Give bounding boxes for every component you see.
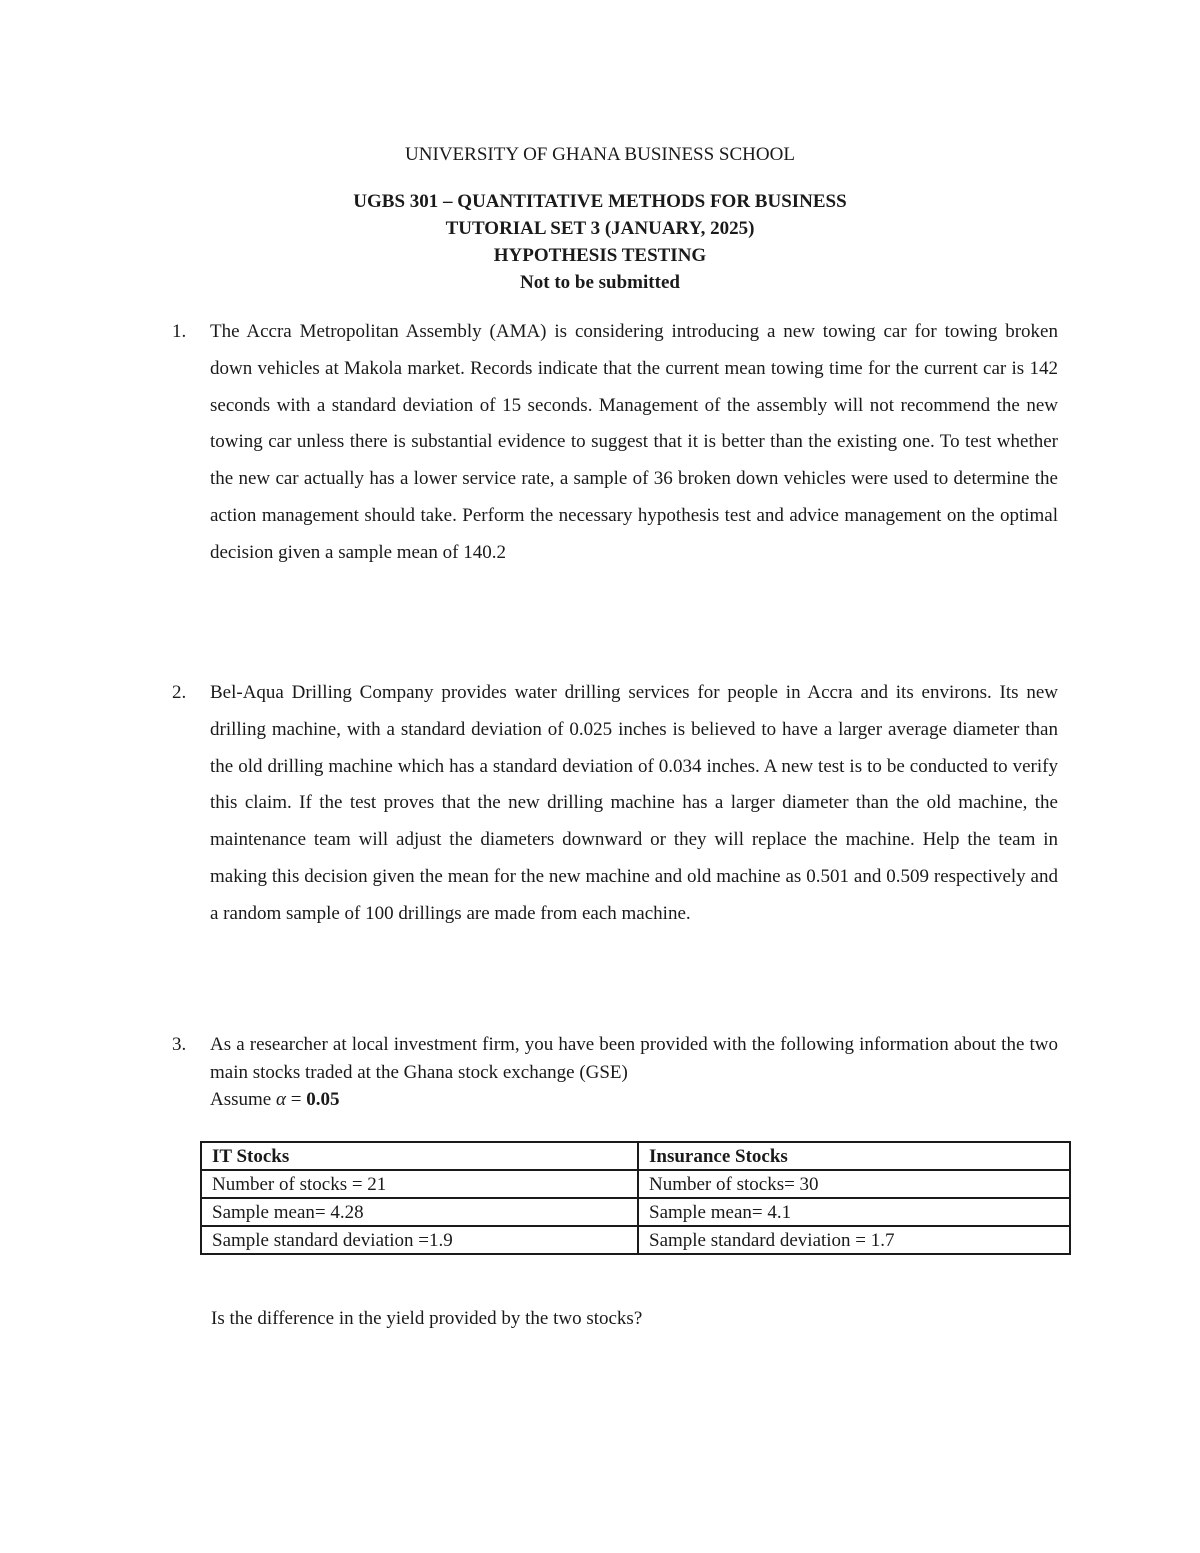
table-row	[201, 1198, 1070, 1226]
table-cell: Sample standard deviation = 1.7	[638, 1226, 1070, 1254]
topic-title: HYPOTHESIS TESTING	[493, 245, 707, 266]
course-title: UGBS 301 – QUANTITATIVE METHODS FOR BUSINESS	[353, 191, 847, 212]
alpha-value: 0.05	[306, 1089, 340, 1110]
question-number: 2.	[172, 682, 187, 703]
equals-sign: =	[290, 1089, 302, 1110]
table-cell: Number of stocks = 21	[201, 1170, 638, 1198]
table-cell: Sample mean= 4.28	[201, 1198, 638, 1226]
stocks-table	[200, 1141, 1071, 1255]
question-text: Bel-Aqua Drilling Company provides water drilling services for people in Accra and its environs. Its new drilling machine, with a standard deviation of 0.025 inches is believed to have a larger average diameter than the old drilling machine which has a standard deviation of 0.034 inches. A new test is to be conducted to verify this claim. If the test proves that the new drilling machine has a larger diameter than the old machine, the maintenance team will adjust the diameters downward or they will replace the machine. Help the team in making this decision given the mean for the new machine and old machine as 0.501 and 0.509 respectively and a random sample of 100 drillings are made from each machine.	[210, 682, 1058, 924]
table-cell: Sample standard deviation =1.9	[201, 1226, 638, 1254]
table-header-cell: Insurance Stocks	[638, 1142, 1070, 1170]
question-number: 1.	[172, 321, 187, 342]
institution-title: UNIVERSITY OF GHANA BUSINESS SCHOOL	[405, 144, 795, 165]
table-cell: Number of stocks= 30	[638, 1170, 1070, 1198]
question-text: The Accra Metropolitan Assembly (AMA) is considering introducing a new towing car for towing broken down vehicles at Makola market. Records indicate that the current mean towing time for the current car is 142 seconds with a standard deviation of 15 seconds. Management of the assembly will not recommend the new towing car unless there is substantial evidence to suggest that it is better than the existing one. To test whether the new car actually has a lower service rate, a sample of 36 broken down vehicles were used to determine the action management should take. Perform the necessary hypothesis test and advice management on the optimal decision given a sample mean of 140.2	[210, 321, 1058, 563]
submission-note: Not to be submitted	[520, 272, 680, 293]
table-header-row	[201, 1142, 1070, 1170]
table-row	[201, 1170, 1070, 1198]
question-body: As a researcher at local investment firm, you have been provided with the following information about the two main stocks traded at the Ghana stock exchange (GSE)	[210, 1034, 1058, 1083]
question-text	[210, 1031, 1058, 1114]
closing-question: Is the difference in the yield provided by the two stocks?	[211, 1308, 643, 1329]
tutorial-set-title: TUTORIAL SET 3 (JANUARY, 2025)	[445, 218, 755, 239]
table-cell: Sample mean= 4.1	[638, 1198, 1070, 1226]
question-number: 3.	[172, 1034, 187, 1055]
alpha-symbol: α	[275, 1089, 286, 1110]
table-row	[201, 1226, 1070, 1254]
table-header-cell: IT Stocks	[201, 1142, 638, 1170]
assume-label: Assume	[210, 1089, 272, 1110]
assume-line	[210, 1089, 339, 1110]
